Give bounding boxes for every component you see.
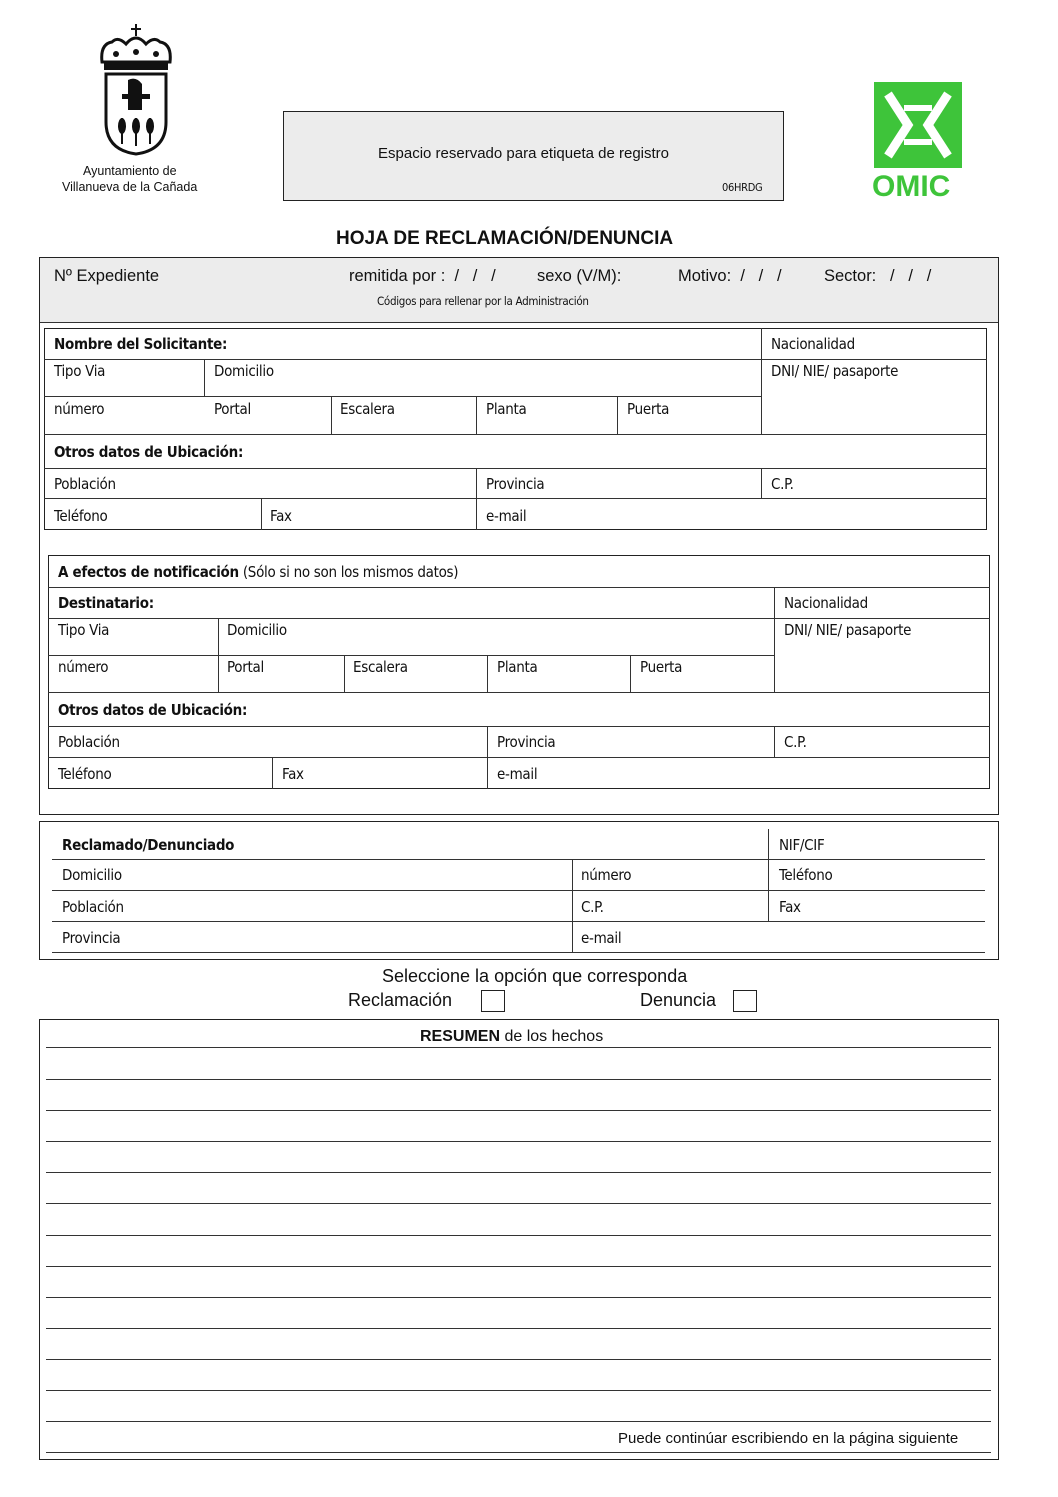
remitida-field[interactable]: remitida por : / / / <box>349 267 496 285</box>
applicant-address-field[interactable]: Domicilio <box>214 362 274 380</box>
recipient-cp-field[interactable]: C.P. <box>784 733 807 751</box>
recipient-number-field[interactable]: número <box>58 658 109 676</box>
applicant-stair-field[interactable]: Escalera <box>340 400 395 418</box>
respondent-number-field[interactable]: número <box>581 866 632 884</box>
summary-title <box>420 1028 603 1046</box>
applicant-fax-field[interactable]: Fax <box>270 507 292 525</box>
recipient-nationality-field[interactable]: Nacionalidad <box>784 594 868 612</box>
recipient-fax-field[interactable]: Fax <box>282 765 304 783</box>
registry-code: 06HRDG <box>722 181 763 194</box>
respondent-fax-field[interactable]: Fax <box>779 898 801 916</box>
option-prompt: Seleccione la opción que corresponda <box>382 966 688 986</box>
respondent-title: Reclamado/Denunciado <box>62 836 235 854</box>
applicant-email-field[interactable]: e-mail <box>486 507 527 525</box>
complaint-checkbox[interactable] <box>733 990 757 1012</box>
recipient-stair-field[interactable]: Escalera <box>353 658 408 676</box>
notification-title: A efectos de notificación <box>58 563 239 581</box>
form-title: HOJA DE RECLAMACIÓN/DENUNCIA <box>336 228 674 249</box>
motivo-field[interactable]: Motivo: / / / <box>678 267 782 285</box>
recipient-floor-field[interactable]: Planta <box>497 658 538 676</box>
registry-label-text: Espacio reservado para etiqueta de registro <box>378 145 670 162</box>
complaint-label: Denuncia <box>640 990 717 1010</box>
applicant-phone-field[interactable]: Teléfono <box>54 507 108 525</box>
respondent-town-field[interactable]: Población <box>62 898 124 916</box>
applicant-door-field[interactable]: Puerta <box>627 400 670 418</box>
applicant-portal-field[interactable]: Portal <box>214 400 251 418</box>
summary-title-rest: de los hechos <box>500 1028 604 1045</box>
recipient-door-field[interactable]: Puerta <box>640 658 683 676</box>
respondent-province-field[interactable]: Provincia <box>62 929 121 947</box>
respondent-address-field[interactable]: Domicilio <box>62 866 122 884</box>
recipient-town-field[interactable]: Población <box>58 733 120 751</box>
omic-logo <box>872 82 964 202</box>
applicant-province-field[interactable]: Provincia <box>486 475 545 493</box>
summary-continue-note: Puede continúar escribiendo en la página siguiente <box>618 1430 959 1447</box>
recipient-portal-field[interactable]: Portal <box>227 658 264 676</box>
council-crest-logo <box>98 22 174 157</box>
respondent-nif-field[interactable]: NIF/CIF <box>779 836 825 854</box>
notification-heading <box>58 563 458 581</box>
recipient-province-field[interactable]: Provincia <box>497 733 556 751</box>
applicant-nationality-field[interactable]: Nacionalidad <box>771 335 855 353</box>
recipient-other-location-heading: Otros datos de Ubicación: <box>58 701 248 719</box>
applicant-street-type-field[interactable]: Tipo Via <box>54 362 106 380</box>
claim-label: Reclamación <box>348 990 453 1010</box>
recipient-phone-field[interactable]: Teléfono <box>58 765 112 783</box>
council-name-line2: Villanueva de la Cañada <box>62 180 198 194</box>
applicant-other-location-heading: Otros datos de Ubicación: <box>54 443 244 461</box>
expediente-field[interactable]: Nº Expediente <box>54 267 160 285</box>
sector-field[interactable]: Sector: / / / <box>824 267 932 285</box>
council-name-line1: Ayuntamiento de <box>83 164 177 178</box>
respondent-email-field[interactable]: e-mail <box>581 929 622 947</box>
respondent-cp-field[interactable]: C.P. <box>581 898 604 916</box>
respondent-phone-field[interactable]: Teléfono <box>779 866 833 884</box>
sexo-field[interactable]: sexo (V/M): <box>537 267 622 285</box>
applicant-town-field[interactable]: Población <box>54 475 116 493</box>
notification-title-note: (Sólo si no son los mismos datos) <box>242 563 459 581</box>
recipient-address-field[interactable]: Domicilio <box>227 621 287 639</box>
applicant-cp-field[interactable]: C.P. <box>771 475 794 493</box>
recipient-field[interactable]: Destinatario: <box>58 594 154 612</box>
recipient-street-type-field[interactable]: Tipo Via <box>58 621 110 639</box>
applicant-id-field[interactable]: DNI/ NIE/ pasaporte <box>771 362 899 380</box>
claim-checkbox[interactable] <box>481 990 505 1012</box>
admin-codes-note: Códigos para rellenar por la Administración <box>377 294 589 308</box>
applicant-name-field[interactable]: Nombre del Solicitante: <box>54 335 228 353</box>
recipient-email-field[interactable]: e-mail <box>497 765 538 783</box>
applicant-number-field[interactable]: número <box>54 400 105 418</box>
registry-label-box <box>283 111 784 201</box>
summary-title-bold: RESUMEN <box>420 1028 501 1045</box>
omic-logo-text: OMIC <box>872 170 951 203</box>
summary-writing-area[interactable] <box>46 1047 991 1455</box>
recipient-id-field[interactable]: DNI/ NIE/ pasaporte <box>784 621 912 639</box>
applicant-floor-field[interactable]: Planta <box>486 400 527 418</box>
